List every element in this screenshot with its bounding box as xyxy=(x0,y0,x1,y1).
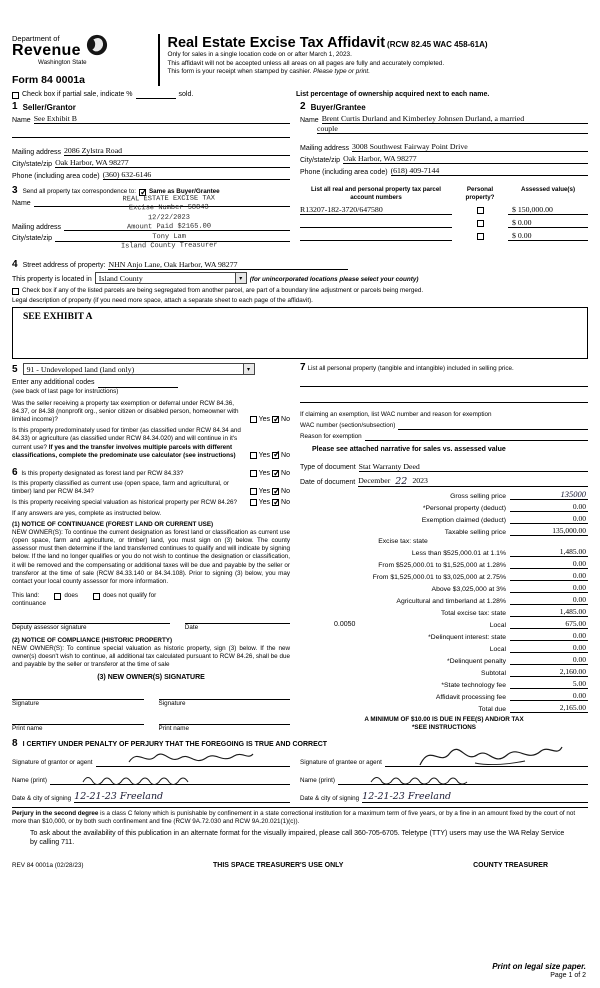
grantor-date-city-field[interactable] xyxy=(74,791,290,803)
s6-q3-yes-checkbox[interactable] xyxy=(250,499,257,506)
county-dropdown-arrow-icon[interactable]: ▾ xyxy=(235,273,246,283)
dept-of-label: Department of xyxy=(12,34,60,43)
no-label: No xyxy=(281,469,290,477)
date-label: Date xyxy=(184,624,199,632)
tier3-label: From $1,525,000.01 to $3,025,000 at 2.75% xyxy=(372,574,506,582)
page-indicator: Page 1 of 2 xyxy=(550,971,586,979)
new-owner-print-name-field-1[interactable] xyxy=(12,717,144,725)
ownership-percentage-note: List percentage of ownership acquired next to each name. xyxy=(296,91,490,98)
perjury-notice xyxy=(12,810,588,826)
stamp-line-1: REAL ESTATE EXCISE TAX xyxy=(122,194,215,204)
section-3-number: 3 xyxy=(12,185,18,197)
buyer-name-field-line2[interactable]: couple xyxy=(317,124,588,134)
delinquent-interest-local-field[interactable]: 0.00 xyxy=(510,643,588,653)
land-use-section xyxy=(12,363,290,459)
perjury-bold-lead: Perjury in the second degree xyxy=(12,809,99,817)
located-in-label: This property is located in xyxy=(12,276,92,283)
header-note-2: This affidavit will not be accepted unless all areas on all pages are fully and accurately completed. xyxy=(167,59,445,67)
no-label: No xyxy=(281,416,290,424)
rev-form-code: REV 84 0001a (02/28/23) xyxy=(12,862,84,870)
predominate-use-question-bold: If yes and the transfer involves multiple parcels with different classifications, complete the predominate use calculator (see instructions) xyxy=(12,443,236,459)
perjury-text: is a class C felony which is punishable by confinement in a state correctional institution for a maximum term of five years, or by a fine in an amount fixed by the court of not more than $10,000, or by both such confinement and fine (RCW 9A.72.030 and RCW 9A.20.021(1)(c)). xyxy=(12,809,576,825)
yes-label: Yes xyxy=(258,499,271,507)
revenue-label: Revenue xyxy=(12,42,81,59)
land-does-not-qualify-checkbox[interactable] xyxy=(93,593,100,600)
street-address-field[interactable]: NHN Anjo Lane, Oak Harbor, WA 98277 xyxy=(108,260,348,270)
subtotal-field[interactable]: 2,160.00 xyxy=(510,667,588,677)
new-owner-print-name-field-2[interactable] xyxy=(159,717,291,725)
s6-q3-no-checkbox[interactable] xyxy=(272,499,279,506)
grantor-signature-field[interactable] xyxy=(96,759,290,767)
reason-exemption-label: Reason for exemption xyxy=(300,432,362,440)
grantee-date-city-label: Date & city of signing xyxy=(300,794,360,802)
s5-q2-yes-checkbox[interactable] xyxy=(250,452,257,459)
section-4-number: 4 xyxy=(12,259,18,271)
minimum-due-note: A MINIMUM OF $10.00 IS DUE IN FEE(S) AND/OR TAX xyxy=(364,716,524,724)
grantor-name-print-field[interactable] xyxy=(50,777,290,785)
document-date-day-handwritten: 22 xyxy=(395,476,408,488)
document-date-year: 2023 xyxy=(412,476,428,486)
excise-tax-state-heading: Excise tax: state xyxy=(378,538,428,546)
yes-label: Yes xyxy=(258,416,271,424)
seller-phone-label: Phone (including area code) xyxy=(12,173,100,181)
dor-emblem-icon xyxy=(86,34,108,56)
current-use-question: Is this property classified as current use (open space, farm and agricultural, or timber) land per RCW 84.34? xyxy=(12,480,229,496)
deputy-assessor-signature-field[interactable] xyxy=(12,616,170,624)
tier4-field[interactable]: 0.00 xyxy=(510,583,588,593)
print-name-label: Print name xyxy=(158,724,189,732)
partial-sale-checkbox[interactable] xyxy=(12,92,19,99)
land-use-dropdown-arrow-icon[interactable]: ▾ xyxy=(243,364,254,374)
stamp-line-6: Island County Treasurer xyxy=(120,241,218,251)
page-title: Real Estate Excise Tax Affidavit xyxy=(167,35,386,51)
gross-selling-price-label: Gross selling price xyxy=(450,493,506,501)
forest-land-question: Is this property designated as forest land per RCW 84.33? xyxy=(21,469,184,477)
local-tax-label: Local xyxy=(489,622,506,630)
certification-section xyxy=(12,739,588,803)
state-technology-fee-field[interactable]: 5.00 xyxy=(510,679,588,689)
does-label: does xyxy=(64,592,78,600)
tier4-label: Above $3,025,000 at 3% xyxy=(431,586,506,594)
document-date-month: December xyxy=(358,476,391,486)
grantee-name-print-label: Name (print) xyxy=(300,776,335,784)
personal-property-intro: List all personal property (tangible and intangible) included in selling price. xyxy=(307,365,514,373)
no-label: No xyxy=(281,499,290,507)
section-7-number: 7 xyxy=(300,362,306,374)
buyer-phone-field[interactable]: (618) 409-7144 xyxy=(391,166,588,176)
buyer-name-label: Name xyxy=(300,117,319,125)
personal-property-deduct-label: *Personal property (deduct) xyxy=(422,505,506,513)
seller-grantor-section xyxy=(12,102,300,180)
county-dropdown-value: Island County xyxy=(98,273,143,283)
deputy-assessor-label: Deputy assessor signature xyxy=(12,624,87,632)
parcel-table xyxy=(300,186,588,254)
notice-compliance-title: (2) NOTICE OF COMPLIANCE (HISTORIC PROPERTY) xyxy=(12,636,173,644)
tier2-label: From $525,000.01 to $1,525,000 at 1.28% xyxy=(378,562,506,570)
yes-label: Yes xyxy=(258,488,271,496)
new-owner-signature-field-1[interactable] xyxy=(12,692,144,700)
seller-city-field[interactable]: Oak Harbor, WA 98277 xyxy=(55,158,290,168)
s6-q1-yes-checkbox[interactable] xyxy=(250,470,257,477)
parcel-number-field-3[interactable] xyxy=(300,232,452,241)
legal-description-box[interactable] xyxy=(12,307,588,359)
grantor-date-city-label: Date & city of signing xyxy=(12,794,72,802)
new-owners-signature-title: (3) NEW OWNER(S) SIGNATURE xyxy=(97,674,205,682)
buyer-city-field[interactable]: Oak Harbor, WA 98277 xyxy=(343,154,588,164)
additional-codes-note: (see back of last page for instructions) xyxy=(12,387,119,395)
stamp-line-2: Excise Number 58843 xyxy=(128,204,209,213)
this-land-label: This land: xyxy=(12,592,40,600)
signature-label: Signature xyxy=(12,700,39,708)
grantee-date-city-field[interactable] xyxy=(362,791,588,803)
county-dropdown[interactable] xyxy=(95,272,247,284)
land-use-code-value: 91 - Undeveloped land (land only) xyxy=(26,364,135,374)
delinquent-interest-state-field[interactable]: 0.00 xyxy=(510,631,588,641)
treasurer-use-only-label: THIS SPACE TREASURER'S USE ONLY xyxy=(213,862,344,870)
does-not-label: does not qualify for xyxy=(102,592,157,600)
state-technology-fee-label: *State technology fee xyxy=(441,682,506,690)
header-note-type-or-print: Please type or print. xyxy=(313,68,370,76)
notice-compliance-body: NEW OWNER(S): To continue special valuation as historic property, sign (3) below. If the new owner(s) doesn't wish to continue, all additional tax calculated pursuant to RCW 84.26, shall be due and payable by the seller or transferor at the time of sale xyxy=(12,644,290,669)
assessed-value-field-3[interactable]: $ 0.00 xyxy=(508,231,588,241)
personal-property-header: Personal property? xyxy=(465,186,495,201)
partial-percent-field[interactable] xyxy=(136,91,176,99)
parcel-row xyxy=(300,205,588,215)
assessed-value-field-1[interactable]: $ 150,000.00 xyxy=(508,205,588,215)
form-number: Form 84 0001a xyxy=(12,74,85,86)
local-rate-value: 0.0050 xyxy=(334,620,356,628)
exemption-claimed-label: Exemption claimed (deduct) xyxy=(421,517,506,525)
seller-city-label: City/state/zip xyxy=(12,161,53,169)
document-date-label: Date of document xyxy=(300,478,356,486)
property-location-section xyxy=(12,260,588,359)
street-address-label: Street address of property: xyxy=(22,262,106,269)
section-8-number: 8 xyxy=(12,737,18,749)
grantee-date-city-handwritten: 12-21-23 Freeland xyxy=(362,790,452,802)
seller-phone-field[interactable]: (360) 632-6146 xyxy=(103,170,290,180)
s5-q1-yes-checkbox[interactable] xyxy=(250,416,257,423)
same-as-buyer-label: Same as Buyer/Grantee xyxy=(148,187,220,195)
buyer-mailing-field[interactable]: 3008 Southwest Fairway Point Drive xyxy=(352,142,588,152)
stamp-line-5: Tony Lam xyxy=(152,232,186,242)
subtotal-label: Subtotal xyxy=(481,670,506,678)
unincorporated-note: (for unincorporated locations please select your county) xyxy=(249,275,419,283)
additional-codes-label: Enter any additional codes xyxy=(12,379,95,387)
total-excise-state-label: Total excise tax: state xyxy=(441,610,506,618)
grantor-printed-name-handwriting xyxy=(80,772,200,786)
forest-land-section xyxy=(12,468,290,733)
seller-mailing-field[interactable]: 2086 Zylstra Road xyxy=(64,146,290,156)
grantee-signature-label: Signature of grantee or agent xyxy=(300,758,382,766)
section-1-number: 1 xyxy=(12,101,18,113)
form-header xyxy=(12,34,588,86)
buyer-name-field[interactable]: Brent Curtis Durland and Kimberley Johnsen Durland, a married xyxy=(322,114,588,124)
segregated-checkbox[interactable] xyxy=(12,288,19,295)
segregated-label: Check box if any of the listed parcels are being segregated from another parcel, are part of a boundary line adjustment or parcels being merged. xyxy=(22,287,424,295)
deputy-date-field[interactable] xyxy=(185,616,290,624)
s6-q2-no-checkbox[interactable] xyxy=(272,488,279,495)
seller-name-field[interactable]: See Exhibit B xyxy=(34,114,290,124)
header-note-1: Only for sales in a single location code on or after March 1, 2023. xyxy=(167,51,352,58)
legal-size-note: Print on legal size paper. xyxy=(492,961,586,971)
buyer-mailing-label: Mailing address xyxy=(300,145,350,153)
header-divider xyxy=(158,34,160,86)
personal-property-deduct-field[interactable]: 0.00 xyxy=(510,502,588,512)
parcel-number-field-1[interactable]: R13207-182-3720/647580 xyxy=(300,205,452,215)
section-6-number: 6 xyxy=(12,466,18,478)
correspondence-mailing-label: Mailing address xyxy=(12,224,62,232)
title-rcw-ref: (RCW 82.45 WAC 458-61A) xyxy=(387,40,488,49)
total-excise-state-field[interactable]: 1,485.00 xyxy=(510,607,588,617)
treasurer-stamp xyxy=(84,194,255,252)
s5-q2-no-checkbox[interactable] xyxy=(272,452,279,459)
grantee-signature-scribble xyxy=(415,741,565,769)
total-due-label: Total due xyxy=(478,706,506,714)
signature-label: Signature xyxy=(158,700,186,708)
stamp-line-4: Amount Paid $2165.00 xyxy=(126,222,212,232)
no-label: No xyxy=(281,451,290,459)
buyer-grantee-section xyxy=(300,102,588,180)
grantee-signature-field[interactable] xyxy=(385,759,588,767)
exemption-claim-label: If claiming an exemption, list WAC number and reason for exemption xyxy=(300,411,492,419)
certify-statement: I CERTIFY UNDER PENALTY OF PERJURY THAT THE FOREGOING IS TRUE AND CORRECT xyxy=(22,740,328,748)
document-type-label: Type of document xyxy=(300,463,356,471)
land-does-qualify-checkbox[interactable] xyxy=(54,593,61,600)
delinquent-penalty-label: *Delinquent penalty xyxy=(447,658,506,666)
historic-property-question: Is this property receiving special valuation as historical property per RCW 84.26? xyxy=(12,499,238,507)
yes-label: Yes xyxy=(258,451,271,459)
correspondence-name-label: Name xyxy=(12,200,31,208)
delinquent-interest-local-label: Local xyxy=(489,646,506,654)
seller-mailing-label: Mailing address xyxy=(12,149,62,157)
local-tax-field[interactable]: 675.00 xyxy=(510,619,588,629)
affidavit-processing-fee-label: Affidavit processing fee xyxy=(435,694,506,702)
s5-q1-no-checkbox[interactable] xyxy=(272,416,279,423)
print-instructions xyxy=(492,962,586,980)
tier1-field[interactable]: 1,485.00 xyxy=(510,547,588,557)
tax-calculation-section xyxy=(300,462,588,732)
grantor-date-city-handwritten: 12-21-23 Freeland xyxy=(74,790,164,802)
tax-correspondence-section xyxy=(12,186,300,254)
personal-property-checkbox-3[interactable] xyxy=(477,233,484,240)
section-2-number: 2 xyxy=(300,101,306,113)
document-type-field[interactable]: Stat Warranty Deed xyxy=(359,462,588,472)
parcel-numbers-header: List all real and personal property tax parcel account numbers xyxy=(311,186,441,201)
grantor-signature-label: Signature of grantor or agent xyxy=(12,758,93,766)
wac-number-label: WAC number (section/subsection) xyxy=(300,421,396,429)
grantee-name-print-field[interactable] xyxy=(338,777,588,785)
seller-name-field-line2[interactable] xyxy=(12,130,290,138)
send-correspondence-label: Send all property tax correspondence to: xyxy=(22,187,136,195)
legal-description-label: Legal description of property (if you need more space, attach a separate sheet to each page of the affidavit). xyxy=(12,297,313,305)
grantor-signature-scribble xyxy=(126,746,256,768)
notice-continuance-body: NEW OWNER(S): To continue the current designation as forest land or classification as current use (open space, farm and agriculture, or timber) land, you must sign on (3) below. The county assessor must then determine if the land transferred continues to qualify and will indicate by signing below. If the land no longer qualifies or you do not wish to continue the designation or classification, it will be removed and the compensating or additional taxes will be due and payable by the seller or transferor at the time of sale (RCW 84.33.140 or 84.34.108). Prior to signing (3) below, you may contact your local county assessor for more information. xyxy=(12,528,290,585)
print-name-label: Print name xyxy=(12,724,43,732)
if-yes-instruction: If any answers are yes, complete as instructed below. xyxy=(12,509,162,517)
buyer-grantee-title: Buyer/Grantee xyxy=(310,103,366,113)
wac-number-field[interactable] xyxy=(398,422,588,430)
gross-selling-price-field[interactable]: 135000 xyxy=(510,489,588,500)
parcel-row xyxy=(300,218,588,228)
notice-continuance-title: (1) NOTICE OF CONTINUANCE (FOREST LAND OR CURRENT USE) xyxy=(12,520,214,528)
parcel-row xyxy=(300,231,588,241)
exemption-claimed-field[interactable]: 0.00 xyxy=(510,514,588,524)
seller-grantor-title: Seller/Grantor xyxy=(22,103,76,113)
taxable-selling-price-field[interactable]: 135,000.00 xyxy=(510,526,588,536)
personal-property-section xyxy=(300,363,588,454)
delinquent-penalty-field[interactable]: 0.00 xyxy=(510,655,588,665)
buyer-phone-label: Phone (including area code) xyxy=(300,169,388,177)
assessed-value-header: Assessed value(s) xyxy=(521,186,575,194)
yes-label: Yes xyxy=(258,469,271,477)
tier2-field[interactable]: 0.00 xyxy=(510,559,588,569)
grantee-printed-name-handwriting xyxy=(368,772,488,786)
affidavit-processing-fee-field[interactable]: 0.00 xyxy=(510,691,588,701)
buyer-city-label: City/state/zip xyxy=(300,157,341,165)
additional-codes-field[interactable] xyxy=(98,380,178,388)
legal-description-value: SEE EXHIBIT A xyxy=(23,312,93,323)
section-5-number: 5 xyxy=(12,364,18,376)
personal-property-field-1[interactable] xyxy=(300,379,588,387)
exemption-deferral-question: Was the seller receiving a property tax exemption or deferral under RCW 84.36, 84.37, or 84.38 (nonprofit org., senior citizen or disabled person, homeowner with limited income)? xyxy=(12,399,239,424)
sold-label: sold. xyxy=(178,91,194,98)
taxable-selling-price-label: Taxable selling price xyxy=(444,529,506,537)
agricultural-timberland-label: Agricultural and timberland at 1.28% xyxy=(396,598,506,606)
s6-q2-yes-checkbox[interactable] xyxy=(250,488,257,495)
accessibility-notice: To ask about the availability of this publication in an alternate format for the visually impaired, please call 360-705-6705. Teletype (TTY) users may use the WA Relay Service by calling 711. xyxy=(30,830,565,847)
partial-sale-label: Check box if partial sale, indicate % xyxy=(22,91,133,98)
continuance-label: continuance xyxy=(12,600,46,608)
s6-q1-no-checkbox[interactable] xyxy=(272,470,279,477)
county-treasurer-label: COUNTY TREASURER xyxy=(473,862,548,870)
stamp-line-3: 12/22/2023 xyxy=(147,213,190,223)
dor-logo-block xyxy=(12,34,150,86)
document-date-field[interactable] xyxy=(358,475,588,487)
predominate-use-question: Is this property predominately used for timber (as classified under RCW 84.34 and 84.33) or agriculture (as classified under RCW 84.34.020) and will continue in it's current use? xyxy=(12,427,241,451)
seller-name-label: Name xyxy=(12,117,31,125)
land-use-code-dropdown[interactable] xyxy=(23,363,255,375)
header-note-3: This form is your receipt when stamped by cashier. xyxy=(167,68,312,76)
washington-state-label: Washington State xyxy=(38,59,87,66)
correspondence-city-label: City/state/zip xyxy=(12,235,53,243)
see-instructions-note: *SEE INSTRUCTIONS xyxy=(411,724,477,732)
tier3-field[interactable]: 0.00 xyxy=(510,571,588,581)
tier1-label: Less than $525,000.01 at 1.1% xyxy=(411,550,506,558)
personal-property-checkbox-2[interactable] xyxy=(477,220,484,227)
no-label: No xyxy=(281,488,290,496)
delinquent-interest-state-label: *Delinquent interest: state xyxy=(428,634,506,642)
total-due-field[interactable]: 2,165.00 xyxy=(510,703,588,713)
personal-property-checkbox-1[interactable] xyxy=(477,207,484,214)
personal-property-field-2[interactable] xyxy=(300,395,588,403)
reason-exemption-field[interactable] xyxy=(365,433,588,441)
parcel-number-field-2[interactable] xyxy=(300,219,452,228)
narrative-note: Please see attached narrative for sales vs. assessed value xyxy=(312,445,506,453)
assessed-value-field-2[interactable]: $ 0.00 xyxy=(508,218,588,228)
grantor-name-print-label: Name (print) xyxy=(12,776,47,784)
agricultural-timberland-field[interactable]: 0.00 xyxy=(510,595,588,605)
new-owner-signature-field-2[interactable] xyxy=(159,692,291,700)
